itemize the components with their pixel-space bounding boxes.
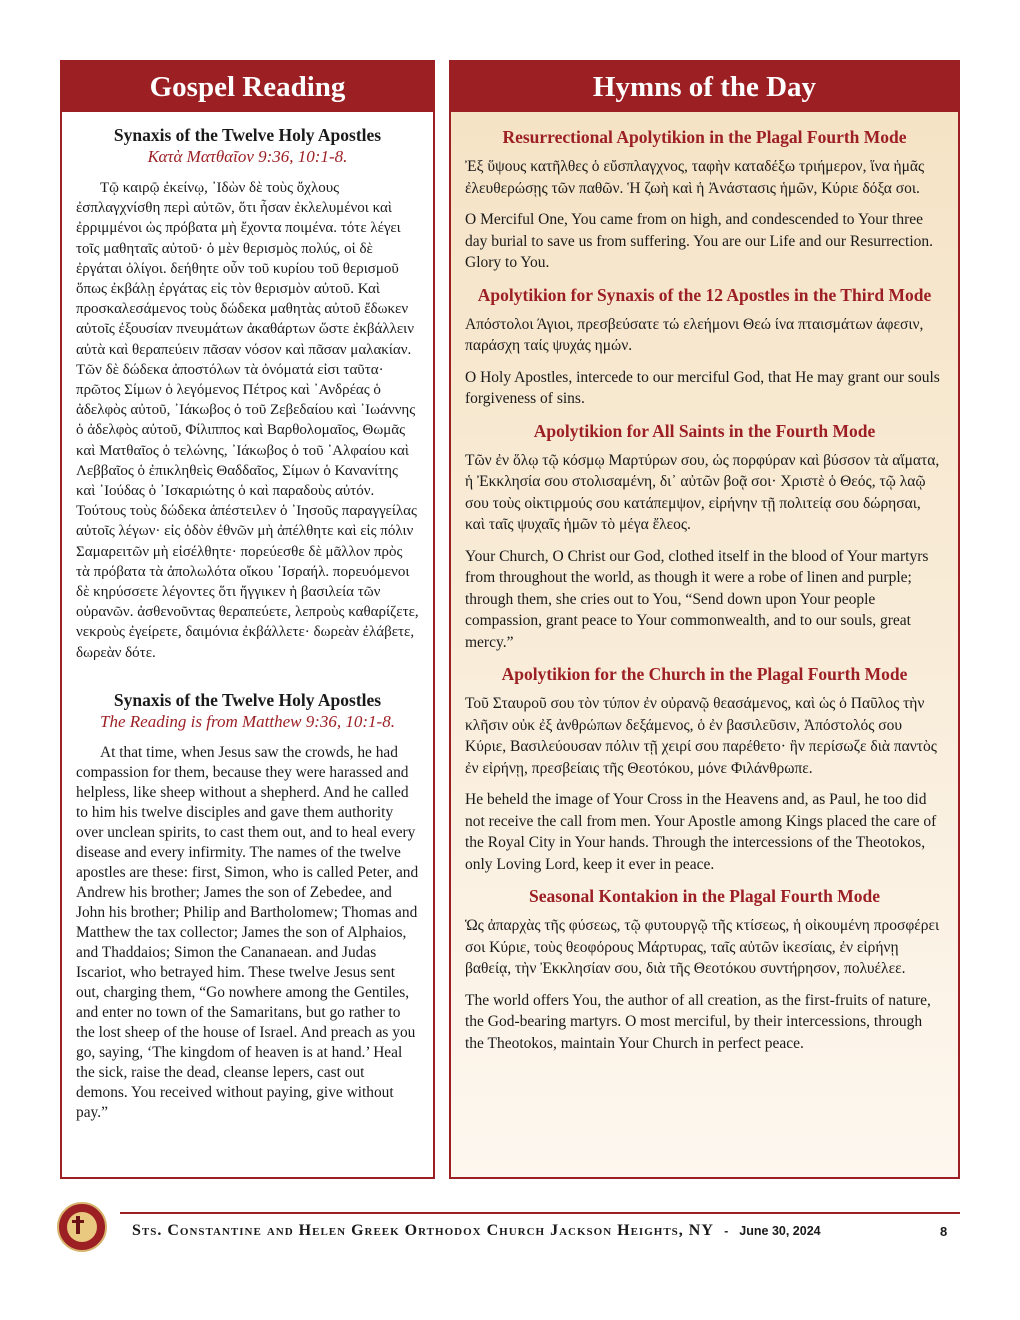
hymns-panel (449, 60, 960, 1179)
footer-date: June 30, 2024 (739, 1224, 821, 1238)
hymn-greek-text: Ἐξ ὕψους κατῆλθες ὁ εὔσπλαγχνος, ταφὴν καταδέξω τριήμερον, ἵνα ἡμᾶς ἐλευθερώσῃς τῶν παθῶν. Ἡ ζωὴ καὶ ἡ Ἀνάστασις ἡμῶν, Κύριε δόξα σοι. (465, 158, 925, 197)
footer-separator: - (724, 1224, 729, 1238)
hymn-item (465, 284, 944, 410)
footer-church-line (132, 1222, 952, 1240)
gospel-reading-panel (60, 60, 435, 1179)
greek-reading-title: Synaxis of the Twelve Holy Apostles (113, 125, 382, 145)
footer-church-name: Sts. Constantine and Helen Greek Orthodox Church (132, 1222, 546, 1239)
hymn-title: Apolytikion for the Church in the Plagal Fourth Mode (501, 664, 908, 684)
page-number: 8 (940, 1224, 948, 1239)
gospel-body (62, 112, 433, 1123)
hymn-english-text: Your Church, O Christ our God, clothed itself in the blood of Your martyrs from throughout the world, as though it were a robe of linen and purple; through them, she cries out to You, “Send down upon Your people compassion, grant peace to Your commonwealth, and to our souls, great mercy.” (465, 547, 929, 651)
church-seal-icon (57, 1202, 107, 1252)
footer-divider (120, 1212, 960, 1214)
seal-inner-circle (67, 1212, 97, 1242)
hymn-item (465, 420, 944, 654)
hymn-item (465, 663, 944, 875)
seal-cross-horizontal (72, 1220, 84, 1223)
hymn-english-text: O Holy Apostles, intercede to our merciful God, that He may grant our souls forgiveness of sins. (465, 368, 940, 407)
hymn-greek-text: Ὡς ἀπαρχὰς τῆς φύσεως, τῷ φυτουργῷ τῆς κτίσεως, ἡ οἰκουμένη προσφέρει σοι Κύριε, τοὺς θεοφόρους Μάρτυρας, ταῖς αὐτῶν ἱκεσίαις, ἐν εἰρήνῃ βαθείᾳ, τὴν Ἐκκλησίαν σου, διὰ τῆς Θεοτόκου συντήρησον, πολυέλεε. (465, 917, 940, 977)
hymn-title: Seasonal Kontakion in the Plagal Fourth Mode (528, 886, 880, 906)
english-reading-text: At that time, when Jesus saw the crowds, he had compassion for them, because they were harassed and helpless, like sheep without a shepherd. And he called to him his twelve disciples and gave them authority over unclean spirits, to cast them out, and to heal every disease and every infirmity. The names of the twelve apostles are these: first, Simon, who is called Peter, and Andrew his brother; James the son of Zebedee, and John his brother; Philip and Bartholomew; Thomas and Matthew the tax collector; James the son of Alphaios, and Thaddaios; Simon the Cananaean. and Judas Iscariot, who betrayed him. These twelve Jesus sent out, charging them, “Go nowhere among the Gentiles, and enter no town of the Samaritans, but go rather to the lost sheep of the house of Israel. And preach as you go, saying, ‘The kingdom of heaven is at hand.’ Heal the sick, raise the dead, cleanse lepers, cast out demons. You received without paying, give without pay.” (76, 743, 419, 1121)
hymn-title: Apolytikion for Synaxis of the 12 Apostles in the Third Mode (477, 284, 932, 305)
hymn-greek-text: Τοῦ Σταυροῦ σου τὸν τύπον ἐν οὐρανῷ θεασάμενος, καὶ ὡς ὁ Παῦλος τὴν κλῆσιν οὐκ ἐξ ἀνθρώπων δεξάμενος, ὁ ἐν βασιλεῦσιν, Ἀπόστολός σου Κύριε, Βασιλεύουσαν πόλιν τῇ χειρί σου παρέθετο· ἣν περίσωζε διὰ παντὸς ἐν εἰρήνῃ, πρεσβείαις τῆς Θεοτόκου, μόνε Φιλάνθρωπε. (465, 695, 937, 777)
spacer (76, 663, 419, 689)
hymn-english-text: O Merciful One, You came from on high, and condescended to Your three day burial to save us from suffering. You are our Life and our Resurrection. Glory to You. (465, 211, 934, 271)
english-reading-title: Synaxis of the Twelve Holy Apostles (113, 689, 382, 710)
hymn-item (465, 126, 944, 274)
hymn-greek-text: Απόστολοι Άγιοι, πρεσβεύσατε τώ ελεήμονι Θεώ ίνα πταισμάτων άφεσιν, παράσχη ταίς ψυχάς ημών. (465, 315, 924, 354)
hymns-body (451, 112, 958, 1054)
hymns-header: Hymns of the Day (451, 62, 958, 112)
hymn-english-text: The world offers You, the author of all creation, as the first-fruits of nature, the God-bearing martyrs. O most merciful, by their intercessions, through the Theotokos, maintain Your Church in perfect peace. (465, 991, 931, 1052)
hymn-english-text: He beheld the image of Your Cross in the Heavens and, as Paul, he too did not receive the call from men. Your Apostle among Kings placed the care of the Royal City in Your hands. Through the intercessions of the Theotokos, only Loving Lord, keep it ever in peace. (465, 791, 937, 873)
hymn-greek-text: Τῶν ἐν ὅλῳ τῷ κόσμῳ Μαρτύρων σου, ὡς πορφύραν καὶ βύσσον τὰ αἵματα, ἡ Ἐκκλησία σου στολισαμένη, δι᾽ αὐτῶν βοᾷ σοι· Χριστὲ ὁ Θεός, τῷ λαῷ σου τοὺς οἰκτιρμούς σου κατάπεμψον, εἰρήνην τῇ πολιτείᾳ σου δώρησαι, καὶ ταῖς ψυχαῖς ἡμῶν τὸ μέγα ἔλεος. (465, 451, 940, 533)
hymn-title: Resurrectional Apolytikion in the Plagal Fourth Mode (502, 127, 907, 147)
greek-reading-reference: Κατὰ Ματθαῖον 9:36, 10:1-8. (147, 147, 348, 166)
footer-location: Jackson Heights, NY (550, 1222, 714, 1239)
hymn-title: Apolytikion for All Saints in the Fourth Mode (533, 420, 876, 441)
english-reading-reference: The Reading is from Matthew 9:36, 10:1-8. (100, 711, 395, 731)
hymn-item (465, 885, 944, 1054)
gospel-header: Gospel Reading (62, 62, 433, 112)
seal-cross-vertical (76, 1216, 80, 1234)
greek-reading-text: Τῷ καιρῷ ἐκείνῳ, ᾿Ιδὼν δὲ τοὺς ὄχλους ἐσπλαγχνίσθη περὶ αὐτῶν, ὅτι ἦσαν ἐκλελυμένοι καὶ ἐρριμμένοι ὡς πρόβατα μὴ ἔχοντα ποιμένα. τότε λέγει τοῖς μαθηταῖς αὐτοῦ· ὁ μὲν θερισμὸς πολύς, οἱ δὲ ἐργάται ὀλίγοι. δεήθητε οὖν τοῦ κυρίου τοῦ θερισμοῦ ὅπως ἐκβάλῃ ἐργάτας εἰς τὸν θερισμὸν αὐτοῦ. Καὶ προσκαλεσάμενος τοὺς δώδεκα μαθητὰς αὐτοῦ ἔδωκεν αὐτοῖς ἐξουσίαν πνευμάτων ἀκαθάρτων ὥστε ἐκβάλλειν αὐτὰ καὶ θεραπεύειν πᾶσαν νόσον καὶ πᾶσαν μαλακίαν. Τῶν δὲ δώδεκα ἀποστόλων τὰ ὀνόματά εἰσι ταῦτα· πρῶτος Σίμων ὁ λεγόμενος Πέτρος καὶ ᾿Ανδρέας ὁ ἀδελφὸς αὐτοῦ, ᾿Ιάκωβος ὁ τοῦ Ζεβεδαίου καὶ ᾿Ιωάννης ὁ ἀδελφὸς αὐτοῦ, Φίλιππος καὶ Βαρθολομαῖος, Θωμᾶς καὶ Ματθαῖος ὁ τελώνης, ᾿Ιάκωβος ὁ τοῦ ᾿Αλφαίου καὶ Λεββαῖος ὁ ἐπικληθεὶς Θαδδαῖος, Σίμων ὁ Κανανίτης καὶ ᾿Ιούδας ὁ ᾿Ισκαριώτης ὁ καὶ παραδοὺς αὐτόν. Τούτους τοὺς δώδεκα ἀπέστειλεν ὁ ᾿Ιησοῦς παραγγείλας αὐτοῖς λέγων· εἰς ὁδὸν ἐθνῶν μὴ ἀπέλθητε καὶ εἰς πόλιν Σαμαρειτῶν μὴ εἰσέλθητε· πορεύεσθε δὲ μᾶλλον πρὸς τὰ πρόβατα τὰ ἀπολωλότα οἴκου ᾿Ισραήλ. πορευόμενοι δὲ κηρύσσετε λέγοντες ὅτι ἤγγικεν ἡ βασιλεία τῶν οὐρανῶν. ἀσθενοῦντας θεραπεύετε, λεπροὺς καθαρίζετε, νεκροὺς ἐγείρετε, δαιμόνια ἐκβάλλετε· δωρεὰν ἐλάβετε, δωρεὰν δότε. (76, 180, 419, 661)
